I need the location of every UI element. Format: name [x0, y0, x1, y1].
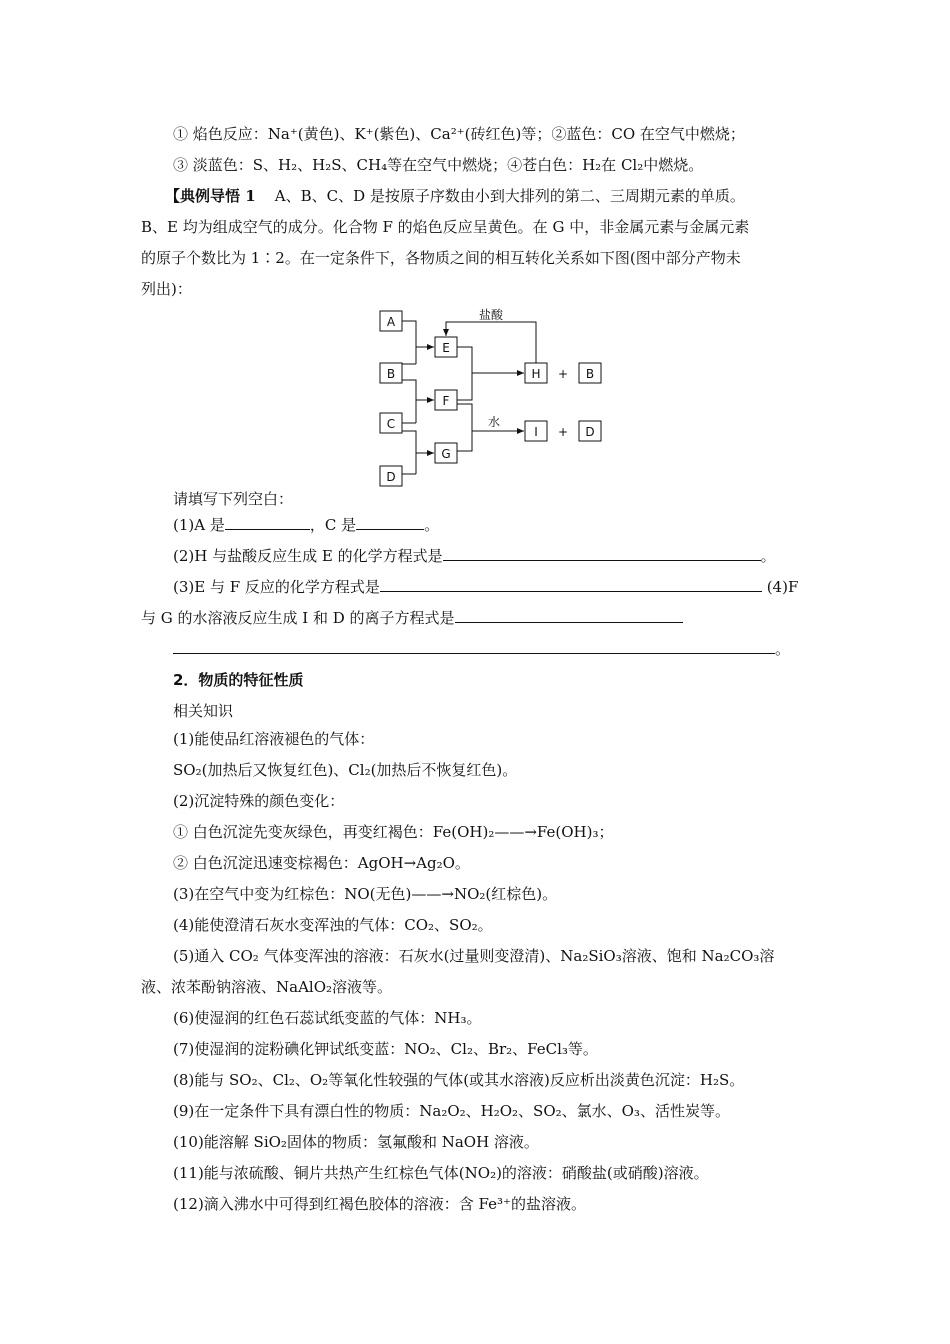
point-1: (1)能使品红溶液褪色的气体：	[173, 730, 375, 748]
point-9: (9)在一定条件下具有漂白性的物质：Na₂O₂、H₂O₂、SO₂、氯水、O₃、活性炭等。	[173, 1102, 730, 1120]
section-2-subtitle: 相关知识	[173, 702, 234, 720]
question-4	[141, 608, 683, 628]
example-line-2: B、E 均为组成空气的成分。化合物 F 的焰色反应呈黄色。在 G 中，非金属元素与金属元素	[141, 218, 750, 236]
question-3	[173, 577, 798, 597]
q4-blank-b[interactable]	[173, 639, 775, 654]
point-12: (12)滴入沸水中可得到红褐色胶体的溶液：含 Fe³⁺的盐溶液。	[173, 1195, 586, 1213]
point-6: (6)使湿润的红色石蕊试纸变蓝的气体：NH₃。	[173, 1009, 482, 1027]
example-line-4: 列出)：	[141, 280, 192, 298]
point-2: (2)沉淀特殊的颜色变化：	[173, 792, 345, 810]
label-hydrochloric-acid: 盐酸	[478, 308, 504, 322]
box-b: B	[386, 367, 396, 381]
q2-end: 。	[760, 547, 776, 565]
example-line-1: A、B、C、D 是按原子序数由小到大排列的第二、三周期元素的单质。	[274, 187, 745, 205]
q1-blank-c[interactable]	[356, 515, 424, 530]
point-7: (7)使湿润的淀粉碘化钾试纸变蓝：NO₂、Cl₂、Br₂、FeCl₃等。	[173, 1040, 598, 1058]
q1-end: 。	[424, 516, 440, 534]
box-g: G	[441, 447, 451, 461]
question-4-cont	[173, 639, 790, 659]
point-3: (3)在空气中变为红棕色：NO(无色)——→NO₂(红棕色)。	[173, 885, 558, 903]
q2-blank[interactable]	[443, 546, 761, 561]
point-11: (11)能与浓硫酸、铜片共热产生红棕色气体(NO₂)的溶液：硝酸盐(或硝酸)溶液。	[173, 1164, 709, 1182]
q4-end: 。	[775, 640, 791, 658]
box-i: I	[534, 425, 538, 439]
q3-text: (3)E 与 F 反应的化学方程式是	[173, 578, 380, 596]
box-c: C	[386, 417, 396, 431]
point-8: (8)能与 SO₂、Cl₂、O₂等氧化性较强的气体(或其水溶液)反应析出淡黄色沉淀：H₂S。	[173, 1071, 745, 1089]
point-2-a: ① 白色沉淀先变灰绿色，再变红褐色：Fe(OH)₂——→Fe(OH)₃；	[173, 823, 614, 841]
box-a: A	[386, 315, 396, 329]
box-f: F	[442, 394, 450, 408]
box-h: H	[531, 367, 541, 381]
box-b-product: B	[585, 367, 595, 381]
question-2	[173, 546, 776, 566]
point-5: (5)通入 CO₂ 气体变浑浊的溶液：石灰水(过量则变澄清)、Na₂SiO₃溶液、饱和 Na₂CO₃溶	[173, 947, 775, 965]
section-2-title: 2．物质的特征性质	[173, 671, 304, 689]
example-tag: 【典例导悟 1	[165, 187, 256, 205]
point-5-cont: 液、浓苯酚钠溶液、NaAlO₂溶液等。	[141, 978, 393, 996]
flame-line-2: ③ 淡蓝色：S、H₂、H₂S、CH₄等在空气中燃烧；④苍白色：H₂在 Cl₂中燃烧。	[173, 156, 704, 174]
question-1	[173, 515, 439, 535]
q2-text: (2)H 与盐酸反应生成 E 的化学方程式是	[173, 547, 443, 565]
plus-sign-2: +	[557, 425, 569, 439]
q3-blank[interactable]	[380, 577, 762, 592]
q1-label-c: ，C 是	[309, 516, 357, 534]
label-water: 水	[487, 415, 501, 429]
questions-intro: 请填写下列空白：	[173, 490, 294, 508]
flame-line-1: ① 焰色反应：Na⁺(黄色)、K⁺(紫色)、Ca²⁺(砖红色)等；②蓝色：CO 在空气中燃烧；	[173, 125, 745, 143]
example-line-3: 的原子个数比为 1∶2。在一定条件下，各物质之间的相互转化关系如下图(图中部分产物未	[141, 249, 741, 267]
plus-sign-1: +	[557, 367, 569, 381]
point-10: (10)能溶解 SiO₂固体的物质：氢氟酸和 NaOH 溶液。	[173, 1133, 539, 1151]
point-4: (4)能使澄清石灰水变浑浊的气体：CO₂、SO₂。	[173, 916, 493, 934]
q4-blank-a[interactable]	[455, 608, 683, 623]
q4-text: 与 G 的水溶液反应生成 I 和 D 的离子方程式是	[141, 609, 455, 627]
point-2-b: ② 白色沉淀迅速变棕褐色：AgOH→Ag₂O。	[173, 854, 470, 872]
box-d: D	[386, 470, 396, 484]
q1-blank-a[interactable]	[225, 515, 310, 530]
box-d-product: D	[585, 425, 595, 439]
example-heading	[165, 186, 745, 206]
reaction-flow-diagram	[372, 305, 612, 490]
point-1-detail: SO₂(加热后又恢复红色)、Cl₂(加热后不恢复红色)。	[173, 761, 518, 779]
q1-label-a: (1)A 是	[173, 516, 225, 534]
box-e: E	[442, 341, 450, 355]
q4-label-start: (4)F	[766, 578, 799, 596]
